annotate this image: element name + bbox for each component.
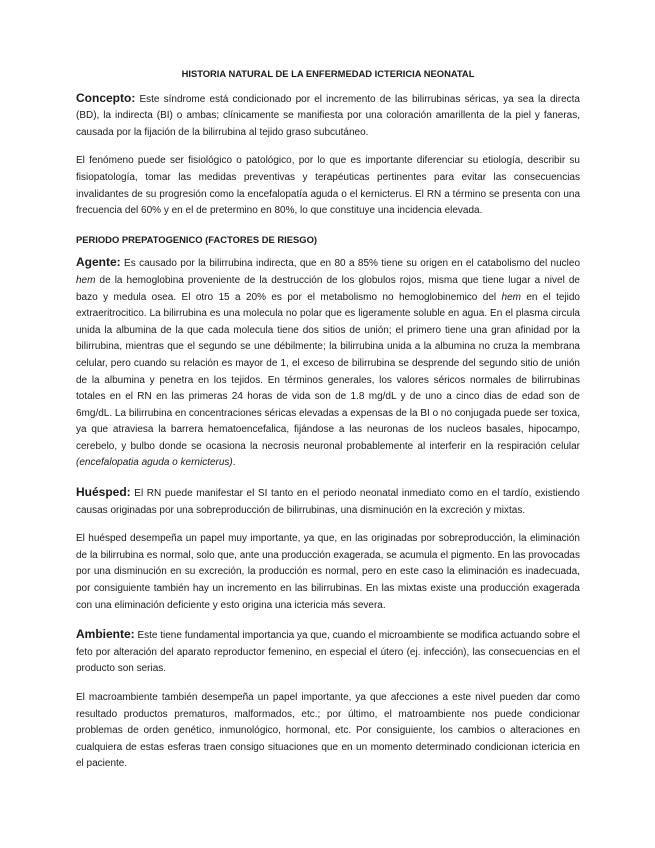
document-title: HISTORIA NATURAL DE LA ENFERMEDAD ICTERICIA NEONATAL xyxy=(181,68,475,79)
concepto-text: Este síndrome está condicionado por el incremento de las bilirrubinas séricas, ya sea la directa (BD), la indirecta (BI) o ambas; clínicamente se manifiesta por una coloración amarillenta de la piel y faneras, causada por la fijación de la bilirrubina al tejido graso subcutáneo. xyxy=(76,93,580,138)
agente-paragraph xyxy=(76,254,580,472)
hem-term: hem xyxy=(501,291,521,303)
hem-term: hem xyxy=(76,274,96,286)
macroambiente-paragraph: El macroambiente también desempeña un papel importante, ya que afecciones a este nivel pueden dar como resultado productos prematuros, malformados, etc.; por último, el matroambiente nos puede condicionar problemas de orden genético, inmunológico, hormonal, etc. Por consiguiente, los cambios o alteraciones en cualquiera de estas esferas traen consigo situaciones que en un momento determinado condicionan ictericia en el paciente. xyxy=(76,692,580,770)
ambiente-label: Ambiente: xyxy=(76,627,135,642)
fenomeno-paragraph: El fenómeno puede ser fisiológico o patológico, por lo que es importante diferenciar su etiología, describir su fisiopatología, tomar las medidas preventivas y terapéuticas pertinentes para evitar las consecuencias invalidantes de su progresión como la encefalopatía aguda o el kernicterus. El RN a término se presenta con una frecuencia del 60% y en el de pretermino en 80%, lo que constituye una incidencia elevada. xyxy=(76,155,580,217)
agente-end: . xyxy=(232,457,236,469)
concepto-paragraph xyxy=(76,90,580,142)
agente-text-3: en el tejido extraeritrocitico. La bilirrubina es una molecula no polar que es ligeramente soluble en agua. En el plasma circula unida la albumina de la que cada molecula tiene dos sitios de unión; el primero tiene una gran afinidad por la bilirrubina, mientras que el segundo se une débilmente; la bilirrubina unida a la albumina no cruza la membrana celular, pero cuando su relación es mayor de 1, el exceso de bilirrubina se desprende del segundo sitio de unión de la albumina y penetra en los tejidos. En términos generales, los valores séricos normales de bilirrubinas totales en el RN en las primeras 24 horas de vida son de 1.8 mg/dL y de uno a cinco dias de edad son de 6mg/dL. La bilirrubina en concentraciones séricas elevadas a expensas de la BI o no conjugada puede ser toxica, ya que atraviesa la barrera hematoencefalica, fijándose a las neuronas de los nucleos basales, hipocampo, cerebelo, y bulbo donde se ocasiona la necrosis neuronal probablemente al interferir en la respiración celular xyxy=(76,291,580,452)
agente-text-1: Es causado por la bilirrubina indirecta, que en 80 a 85% tiene su origen en el catabolismo del nucleo xyxy=(120,258,580,270)
concepto-label: Concepto: xyxy=(76,90,136,105)
agente-text-2: de la hemoglobina proveniente de la destrucción de los globulos rojos, misma que tiene lugar a nivel de bazo y medula osea. El otro 15 a 20% es por el metabolismo no hemoglobinemico del xyxy=(76,274,580,303)
huesped-text: El RN puede manifestar el SI tanto en el periodo neonatal inmediato como en el tardío, existiendo causas originadas por una sobreproducción de bilirrubinas, una disminución en la excreción y mixtas. xyxy=(76,488,580,516)
huesped-label: Huésped: xyxy=(76,485,131,500)
huesped-role-paragraph: El huésped desempeña un papel muy importante, ya que, en las originadas por sobreproducción, la eliminación de la bilirrubina es normal, solo que, ante una producción exagerada, se acumula el pigmento. En las provocadas por una disminución en su excreción, la producción es normal, pero en este caso la eliminación es inadecuada, por consiguiente también hay un incremento en las bilirrubinas. En las mixtas existe una producción exagerada con una eliminación deficiente y esto origina una ictericia más severa. xyxy=(76,533,580,611)
agente-emphasis: (encefalopatia aguda o kernicterus) xyxy=(76,457,233,469)
periodo-prepatogenico-heading: PERIODO PREPATOGENICO (FACTORES DE RIESGO) xyxy=(76,233,317,245)
ambiente-text: Este tiene fundamental importancia ya que, cuando el microambiente se modifica actuando sobre el feto por alteración del aparato reproductor femenino, en especial el útero (ej. infección), las consecuencias en el producto son serias. xyxy=(76,630,580,675)
ambiente-paragraph xyxy=(76,626,580,678)
agente-label: Agente: xyxy=(76,255,121,270)
document-page xyxy=(76,66,580,785)
huesped-paragraph xyxy=(76,484,580,519)
